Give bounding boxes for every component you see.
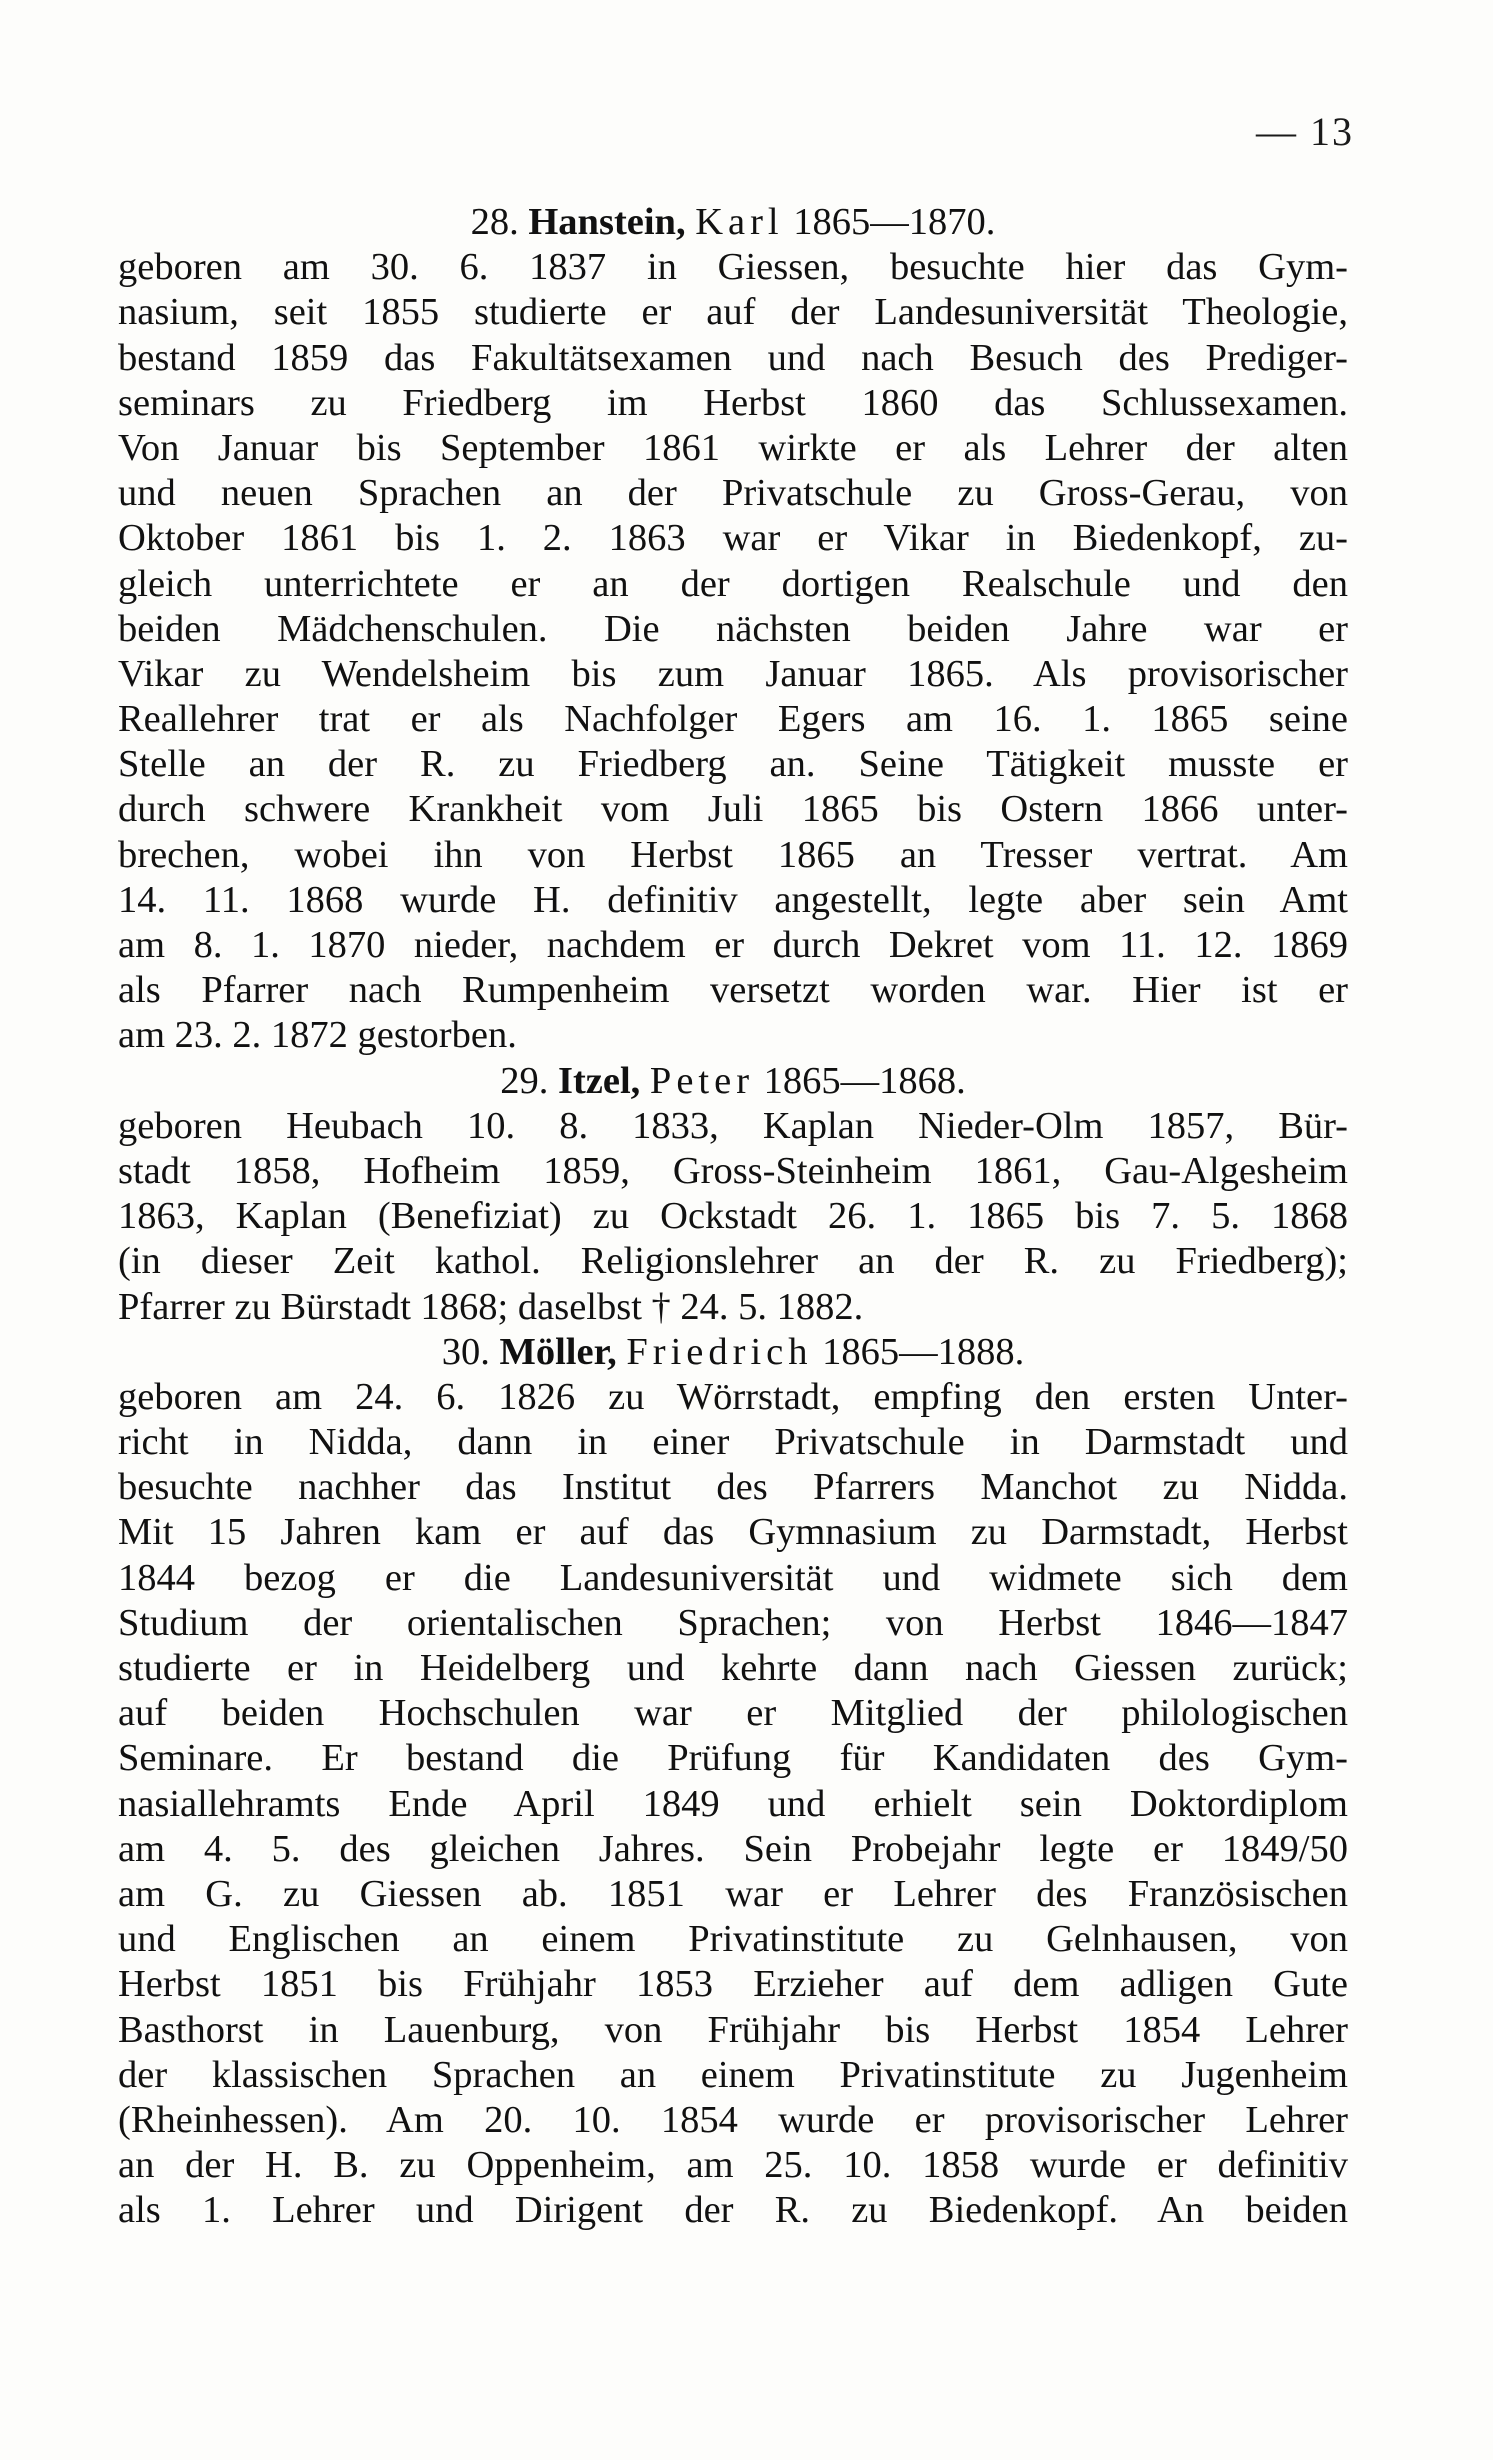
text-line: geboren am 24. 6. 1826 zu Wörrstadt, empfing den ersten Unter- xyxy=(118,1375,1348,1418)
text-line: am G. zu Giessen ab. 1851 war er Lehrer des Französischen xyxy=(118,1872,1348,1915)
entry-first-name: Peter xyxy=(649,1059,755,1102)
text-line: Pfarrer zu Bürstadt 1868; daselbst † 24. 5. 1882. xyxy=(118,1285,864,1328)
text-line: am 8. 1. 1870 nieder, nachdem er durch Dekret vom 11. 12. 1869 xyxy=(118,924,1348,966)
entry-surname: Itzel, xyxy=(557,1059,641,1102)
entry-years: 1865—1870. xyxy=(793,201,996,243)
text-line: 1844 bezog er die Landesuniversität und widmete sich dem xyxy=(118,1556,1348,1599)
text-line: als 1. Lehrer und Dirigent der R. zu Biedenkopf. An beiden xyxy=(118,2189,1348,2232)
text-line: stadt 1858, Hofheim 1859, Gross-Steinheim 1861, Gau-Algesheim xyxy=(118,1149,1348,1192)
text-line: brechen, wobei ihn von Herbst 1865 an Tresser vertrat. Am xyxy=(118,833,1348,876)
text-line: beiden Mädchenschulen. Die nächsten beiden Jahre war er xyxy=(118,607,1348,650)
text-line: geboren Heubach 10. 8. 1833, Kaplan Nieder-Olm 1857, Bür- xyxy=(118,1104,1348,1147)
text-line: am 4. 5. des gleichen Jahres. Sein Probejahr legte er 1849/50 xyxy=(118,1827,1348,1870)
text-line: Reallehrer trat er als Nachfolger Egers am 16. 1. 1865 seine xyxy=(118,698,1348,741)
text-line: Seminare. Er bestand die Prüfung für Kandidaten des Gym- xyxy=(118,1737,1348,1780)
text-line: (Rheinhessen). Am 20. 10. 1854 wurde er provisorischer Lehrer xyxy=(118,2098,1348,2141)
entry-surname: Möller, xyxy=(499,1330,617,1373)
text-line: gleich unterrichtete er an der dortigen Realschule und den xyxy=(118,562,1348,605)
text-line: (in dieser Zeit kathol. Religionslehrer an der R. zu Friedberg); xyxy=(118,1240,1348,1283)
body-text xyxy=(118,200,1348,2233)
text-line: an der H. B. zu Oppenheim, am 25. 10. 1858 wurde er definitiv xyxy=(118,2144,1348,2187)
text-line: studierte er in Heidelberg und kehrte dann nach Giessen zurück; xyxy=(118,1647,1348,1689)
text-line: auf beiden Hochschulen war er Mitglied der philologischen xyxy=(118,1692,1348,1735)
text-line: geboren am 30. 6. 1837 in Giessen, besuchte hier das Gym- xyxy=(118,246,1348,289)
text-line: am 23. 2. 1872 gestorben. xyxy=(118,1014,517,1057)
text-line: Basthorst in Lauenburg, von Frühjahr bis Herbst 1854 Lehrer xyxy=(118,2008,1348,2051)
text-line: Herbst 1851 bis Frühjahr 1853 Erzieher auf dem adligen Gute xyxy=(118,1963,1348,2006)
text-line: Studium der orientalischen Sprachen; von Herbst 1846—1847 xyxy=(118,1601,1348,1644)
entry-heading-28 xyxy=(118,200,1348,245)
text-line: richt in Nidda, dann in einer Privatschule in Darmstadt und xyxy=(118,1421,1348,1464)
text-line: seminars zu Friedberg im Herbst 1860 das Schlussexamen. xyxy=(118,381,1348,424)
entry-heading-29 xyxy=(118,1059,1348,1104)
entry-first-name: Karl xyxy=(695,201,784,243)
entry-years: 1865—1868. xyxy=(763,1059,966,1102)
text-line: nasium, seit 1855 studierte er auf der Landesuniversität Theologie, xyxy=(118,291,1348,334)
entry-years: 1865—1888. xyxy=(822,1330,1025,1373)
text-line: Von Januar bis September 1861 wirkte er als Lehrer der alten xyxy=(118,426,1348,469)
entry-surname: Hanstein, xyxy=(528,201,686,243)
text-line: besuchte nachher das Institut des Pfarrers Manchot zu Nidda. xyxy=(118,1466,1348,1509)
text-line: Vikar zu Wendelsheim bis zum Januar 1865. Als provisorischer xyxy=(118,652,1348,695)
entry-number: 28. xyxy=(470,201,519,243)
text-line: Stelle an der R. zu Friedberg an. Seine Tätigkeit musste er xyxy=(118,743,1348,786)
text-line: der klassischen Sprachen an einem Privatinstitute zu Jugenheim xyxy=(118,2053,1348,2096)
entry-number: 30. xyxy=(441,1330,490,1373)
text-line: 1863, Kaplan (Benefiziat) zu Ockstadt 26. 1. 1865 bis 7. 5. 1868 xyxy=(118,1195,1348,1238)
text-line: bestand 1859 das Fakultätsexamen und nach Besuch des Prediger- xyxy=(118,336,1348,379)
text-line: als Pfarrer nach Rumpenheim versetzt worden war. Hier ist er xyxy=(118,969,1348,1012)
page-number: — 13 xyxy=(1256,109,1354,154)
entry-number: 29. xyxy=(500,1059,549,1102)
text-line: und neuen Sprachen an der Privatschule zu Gross-Gerau, von xyxy=(118,472,1348,515)
entry-first-name: Friedrich xyxy=(626,1330,813,1373)
text-line: Oktober 1861 bis 1. 2. 1863 war er Vikar in Biedenkopf, zu- xyxy=(118,517,1348,560)
text-line: und Englischen an einem Privatinstitute zu Gelnhausen, von xyxy=(118,1918,1348,1961)
text-line: 14. 11. 1868 wurde H. definitiv angestellt, legte aber sein Amt xyxy=(118,878,1348,921)
text-line: durch schwere Krankheit vom Juli 1865 bis Ostern 1866 unter- xyxy=(118,788,1348,831)
text-line: Mit 15 Jahren kam er auf das Gymnasium zu Darmstadt, Herbst xyxy=(118,1511,1348,1554)
entry-heading-30 xyxy=(118,1330,1348,1375)
text-line: nasiallehramts Ende April 1849 und erhielt sein Doktordiplom xyxy=(118,1782,1348,1825)
